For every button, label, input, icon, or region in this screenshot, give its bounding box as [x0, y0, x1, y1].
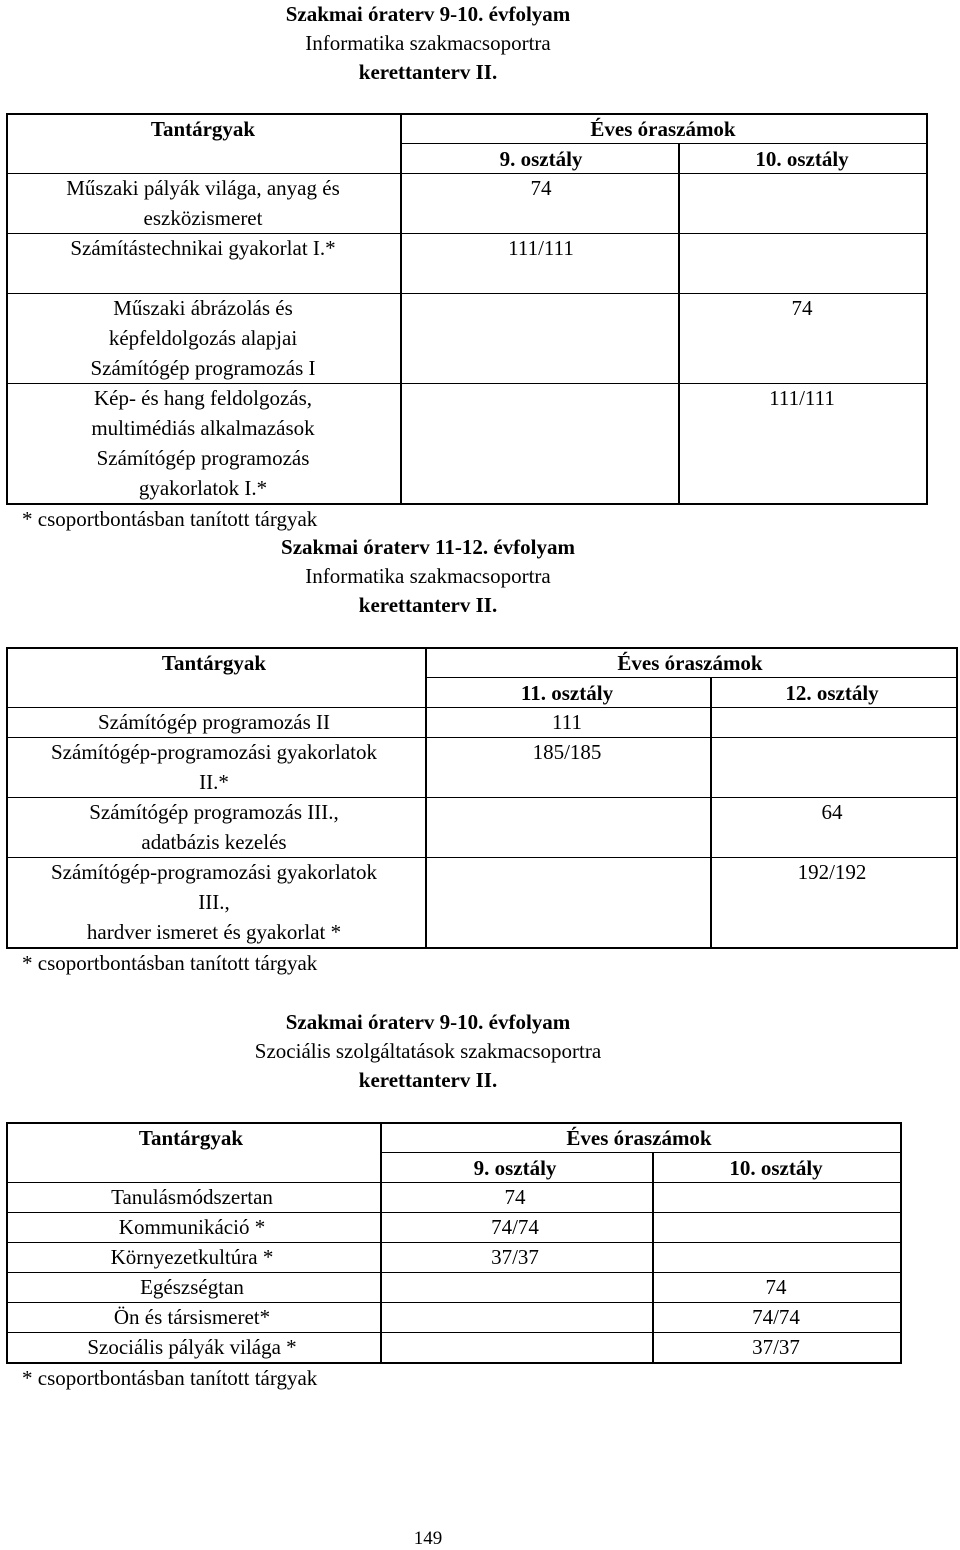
table-border — [6, 1122, 900, 1124]
subject-name: Számítógép programozás II — [97, 710, 331, 734]
header-col2: 12. osztály — [785, 681, 879, 705]
table-border — [6, 647, 8, 949]
subject-name: adatbázis kezelés — [141, 830, 287, 854]
table-border — [900, 1122, 902, 1364]
table-border — [6, 1122, 8, 1364]
footnote: * csoportbontásban tanított tárgyak — [22, 951, 318, 975]
subject-name: Műszaki pályák világa, anyag és — [66, 176, 340, 200]
subject-name: II.* — [199, 770, 229, 794]
table-border — [380, 1152, 900, 1153]
subject-name: Számítógép programozás I — [90, 356, 316, 380]
section-heading — [0, 0, 856, 87]
section-subtitle-2: kerettanterv II. — [358, 60, 498, 84]
table-border — [6, 737, 956, 738]
hours-value: 192/192 — [797, 860, 867, 884]
section-heading — [0, 1008, 856, 1095]
section-subtitle-2: kerettanterv II. — [358, 1068, 498, 1092]
hours-value: 74 — [504, 1185, 526, 1209]
subject-name: Tanulásmódszertan — [111, 1185, 273, 1209]
table-border — [400, 113, 402, 505]
subject-name: Környezetkultúra * — [110, 1245, 274, 1269]
table-border — [6, 1212, 900, 1213]
header-subjects: Tantárgyak — [161, 651, 267, 675]
table-border — [6, 1242, 900, 1243]
subject-name: eszközismeret — [143, 206, 263, 230]
section-subtitle: Informatika szakmacsoportra — [305, 564, 551, 588]
subject-name: Számítástechnikai gyakorlat I.* — [70, 236, 336, 260]
hours-value: 74 — [765, 1275, 787, 1299]
hours-value: 185/185 — [532, 740, 602, 764]
header-col2: 10. osztály — [755, 147, 849, 171]
hours-value: 74 — [791, 296, 813, 320]
table-border — [380, 1122, 382, 1364]
header-hours: Éves óraszámok — [566, 1126, 712, 1150]
table-border — [6, 233, 926, 234]
subject-name: Ön és társismeret* — [113, 1305, 271, 1329]
table-border — [6, 707, 956, 708]
header-subjects: Tantárgyak — [150, 117, 256, 141]
footnote: * csoportbontásban tanított tárgyak — [22, 1366, 318, 1390]
table-border — [956, 647, 958, 949]
section-subtitle-2: kerettanterv II. — [358, 593, 498, 617]
header-col1: 9. osztály — [499, 147, 583, 171]
table-border — [6, 113, 8, 505]
table-border — [6, 293, 926, 294]
subject-name: gyakorlatok I.* — [138, 476, 268, 500]
hours-value: 37/37 — [752, 1335, 800, 1359]
section-subtitle: Szociális szolgáltatások szakmacsoportra — [254, 1039, 602, 1063]
subject-name: Számítógép-programozási gyakorlatok — [51, 740, 377, 764]
page-number: 149 — [413, 1528, 443, 1549]
table-border — [6, 1272, 900, 1273]
table-border — [425, 677, 956, 678]
hours-value: 74 — [530, 176, 552, 200]
section-title: Szakmai óraterv 11-12. évfolyam — [281, 535, 575, 559]
table-border — [6, 173, 926, 174]
subject-name: Kommunikáció * — [118, 1215, 266, 1239]
header-hours: Éves óraszámok — [617, 651, 763, 675]
table-border — [6, 797, 956, 798]
subject-name: hardver ismeret és gyakorlat * — [86, 920, 342, 944]
subject-name: III., — [198, 890, 230, 914]
table-border — [926, 113, 928, 505]
subject-name: Egészségtan — [140, 1275, 244, 1299]
subject-name: Szociális pályák világa * — [87, 1335, 297, 1359]
header-col2: 10. osztály — [729, 1156, 823, 1180]
table-border — [6, 1182, 900, 1183]
table-border — [710, 677, 712, 949]
section-title: Szakmai óraterv 9-10. évfolyam — [285, 2, 571, 26]
header-col1: 11. osztály — [520, 681, 614, 705]
table-border — [400, 143, 926, 144]
hours-value: 111/111 — [508, 236, 574, 260]
table-border — [6, 113, 926, 115]
table-border — [425, 647, 427, 949]
subject-name: Számítógép-programozási gyakorlatok — [51, 860, 377, 884]
hours-value: 74/74 — [491, 1215, 539, 1239]
table-border — [6, 1302, 900, 1303]
subject-name: Kép- és hang feldolgozás, — [93, 386, 313, 410]
hours-value: 74/74 — [752, 1305, 800, 1329]
table-border — [6, 1332, 900, 1333]
section-subtitle: Informatika szakmacsoportra — [305, 31, 551, 55]
table-border — [678, 143, 680, 505]
subject-name: Számítógép programozás III., — [89, 800, 339, 824]
hours-value: 37/37 — [491, 1245, 539, 1269]
subject-name: Számítógép programozás — [96, 446, 310, 470]
header-hours: Éves óraszámok — [590, 117, 736, 141]
header-subjects: Tantárgyak — [138, 1126, 244, 1150]
table-border — [6, 857, 956, 858]
hours-value: 64 — [821, 800, 843, 824]
section-title: Szakmai óraterv 9-10. évfolyam — [285, 1010, 571, 1034]
subject-name: képfeldolgozás alapjai — [108, 326, 298, 350]
table-border — [6, 647, 956, 649]
hours-value: 111/111 — [769, 386, 835, 410]
hours-value: 111 — [552, 710, 582, 734]
section-heading — [0, 533, 856, 620]
subject-name: multimédiás alkalmazások — [91, 416, 315, 440]
header-col1: 9. osztály — [473, 1156, 557, 1180]
subject-name: Műszaki ábrázolás és — [113, 296, 293, 320]
table-border — [6, 383, 926, 384]
footnote: * csoportbontásban tanított tárgyak — [22, 507, 318, 531]
